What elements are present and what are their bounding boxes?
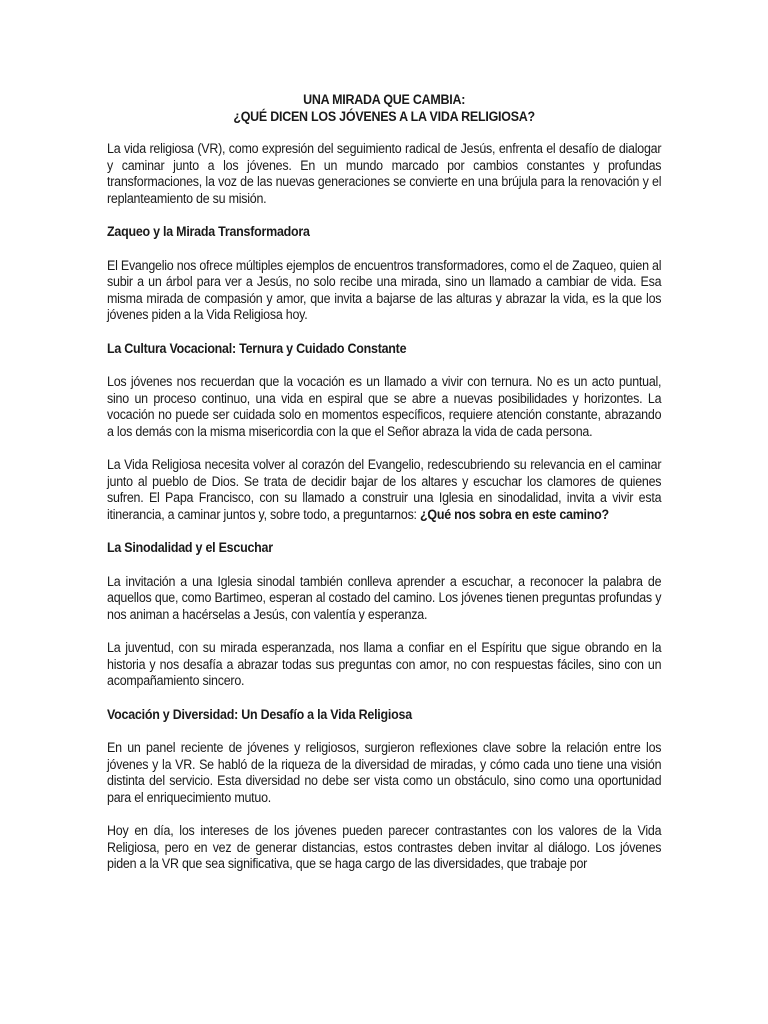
paragraph: La invitación a una Iglesia sinodal también conlleva aprender a escuchar, a reconocer la palabra de aquellos que, como Bartimeo, esperan al costado del camino. Los jóvenes tienen preguntas profundas y nos animan a hacérselas a Jesús, con valentía y esperanza.: [107, 573, 662, 622]
document-page: [107, 92, 661, 890]
section-heading-zaqueo: Zaqueo y la Mirada Transformadora: [107, 224, 310, 239]
section-heading-vocacion-diversidad: Vocación y Diversidad: Un Desafío a la Vida Religiosa: [107, 706, 412, 722]
paragraph: Los jóvenes nos recuerdan que la vocación es un llamado a vivir con ternura. No es un acto puntual, sino un proceso continuo, una vida en espiral que se abre a nuevas posibilidades y horizontes. La vocación no puede ser cuidada solo en momentos específicos, requiere atención constante, abrazando a los demás con la misma misericordia con la que el Señor abraza la vida de cada persona.: [107, 374, 662, 439]
document-title: [107, 92, 661, 125]
section-heading-sinodalidad: La Sinodalidad y el Escuchar: [107, 540, 273, 555]
paragraph-text: La Vida Religiosa necesita volver al corazón del Evangelio, redescubriendo su relevancia en el caminar junto al pueblo de Dios. Se trata de decidir bajar de los altares y escuchar los clamores de quienes sufren. El Papa Francisco, con su llamado a construir una Iglesia en sinodalidad, invita a vivir esta itinerancia, a caminar juntos y, sobre todo, a preguntarnos:: [107, 457, 662, 522]
highlighted-question: ¿Qué nos sobra en este camino?: [420, 506, 609, 522]
paragraph-with-question: [107, 457, 661, 523]
section-heading-cultura-vocacional: La Cultura Vocacional: Ternura y Cuidado Constante: [107, 340, 407, 356]
paragraph: La juventud, con su mirada esperanzada, nos llama a confiar en el Espíritu que sigue obrando en la historia y nos desafía a abrazar todas sus preguntas con amor, no con respuestas fáciles, sino con un acompañamiento sincero.: [107, 640, 662, 688]
intro-paragraph: La vida religiosa (VR), como expresión del seguimiento radical de Jesús, enfrenta el desafío de dialogar y caminar junto a los jóvenes. En un mundo marcado por cambios constantes y profundas transformaciones, la voz de las nuevas generaciones se convierte en una brújula para la renovación y el replanteamiento de su misión.: [107, 141, 662, 206]
title-line-2: ¿QUÉ DICEN LOS JÓVENES A LA VIDA RELIGIOSA?: [233, 108, 535, 124]
title-line-1: UNA MIRADA QUE CAMBIA:: [303, 92, 466, 107]
paragraph: El Evangelio nos ofrece múltiples ejemplos de encuentros transformadores, como el de Zaqueo, quien al subir a un árbol para ver a Jesús, no solo recibe una mirada, sino un llamado a cambiar de vida. Esa misma mirada de compasión y amor, que invita a bajarse de las alturas y abrazar la vida, es la que los jóvenes piden a la Vida Religiosa hoy.: [107, 257, 662, 322]
paragraph: En un panel reciente de jóvenes y religiosos, surgieron reflexiones clave sobre la relación entre los jóvenes y la VR. Se habló de la riqueza de la diversidad de miradas, y cómo cada uno tiene una visión distinta del servicio. Esta diversidad no debe ser vista como un obstáculo, sino como una oportunidad para el enriquecimiento mutuo.: [107, 740, 662, 805]
paragraph: Hoy en día, los intereses de los jóvenes pueden parecer contrastantes con los valores de la Vida Religiosa, pero en vez de generar distancias, estos contrastes deben invitar al diálogo. Los jóvenes piden a la VR que sea significativa, que se haga cargo de las diversidades, que trabaje por: [107, 823, 662, 871]
